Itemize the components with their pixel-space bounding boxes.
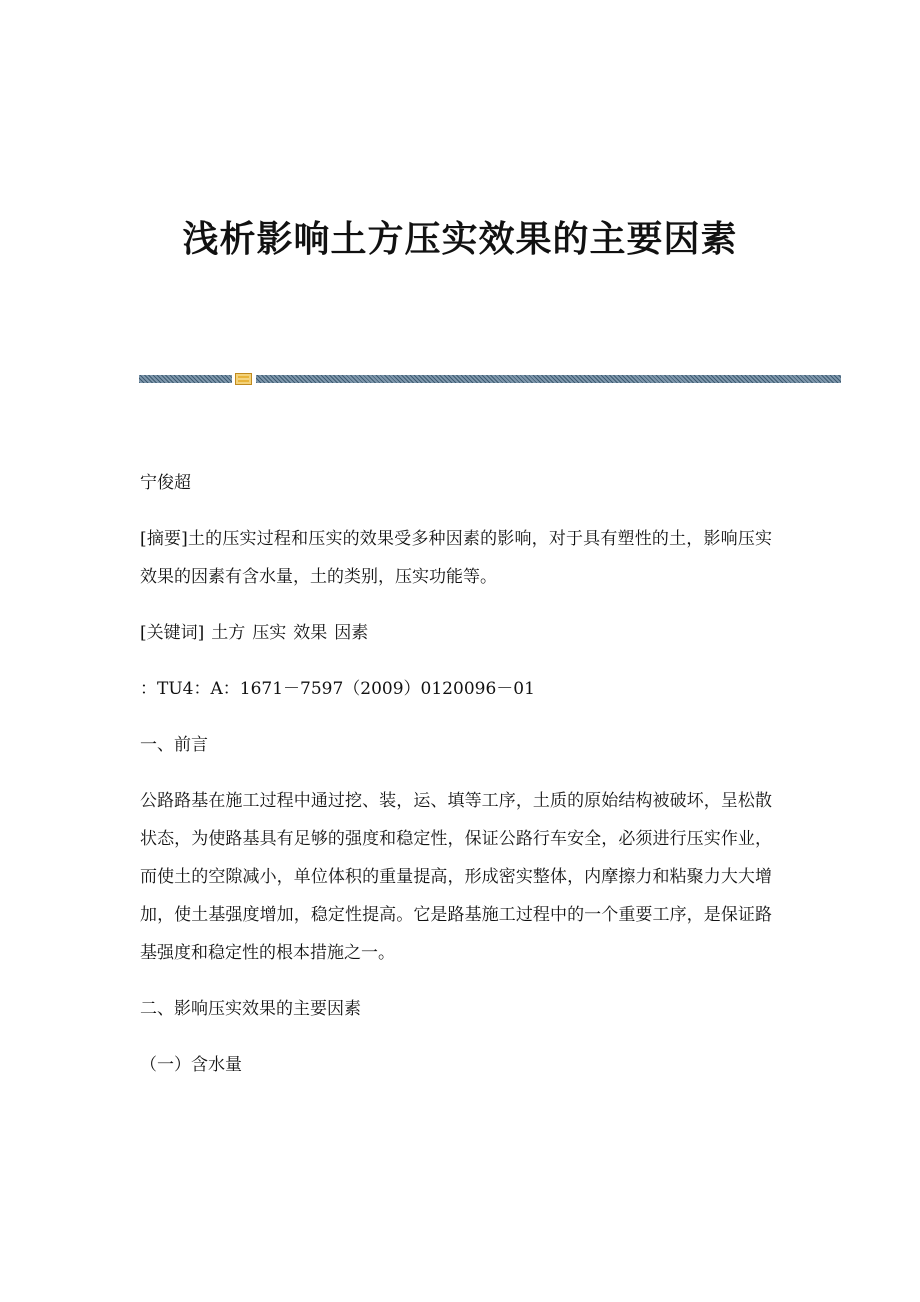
divider-bar-right [256,375,841,383]
abstract: [摘要]土的压实过程和压实的效果受多种因素的影响，对于具有塑性的土，影响压实效果的因素有含水量，土的类别，压实功能等。 [140,529,772,587]
keyword: 压实 [252,623,287,643]
keyword: 因素 [334,623,369,643]
title-divider [139,373,841,385]
keyword: 土方 [211,623,246,643]
keyword: 效果 [293,623,328,643]
divider-bar-left [139,375,232,383]
section-heading-preface: 一、前言 [140,735,208,755]
author-name: 宁俊超 [140,473,191,493]
document-title: 浅析影响土方压实效果的主要因素 [182,218,738,260]
section-heading-factors: 二、影响压实效果的主要因素 [140,999,361,1019]
divider-emblem-icon [235,373,252,385]
keywords-label: [关键词] [140,623,205,643]
classification-number: ：TU4：A：1671－7597（2009）0120096－01 [140,679,535,699]
section-body-preface: 公路路基在施工过程中通过挖、装，运、填等工序，土质的原始结构被破坏，呈松散状态，为使路基具有足够的强度和稳定性，保证公路行车安全，必须进行压实作业，而使土的空隙减小，单位体积的重量提高，形成密实整体，内摩擦力和粘聚力大大增加，使土基强度增加，稳定性提高。它是路基施工过程中的一个重要工序，是保证路基强度和稳定性的根本措施之一。 [140,791,772,963]
document-body [140,464,772,1084]
subsection-heading-moisture: （一）含水量 [140,1055,242,1075]
keywords [140,614,772,652]
